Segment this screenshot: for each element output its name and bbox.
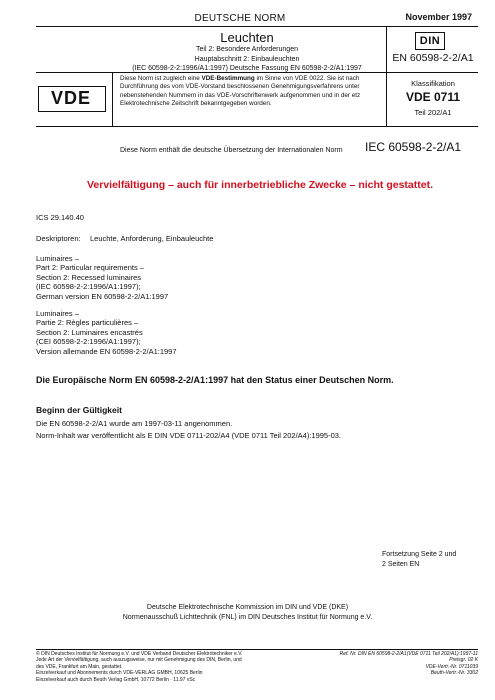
vde-divider — [112, 72, 113, 126]
international-standard-number: IEC 60598-2-2/A1 — [365, 140, 462, 154]
subtitle-line-1: Teil 2: Besondere Anforderungen — [196, 46, 298, 53]
standard-subtitle — [112, 45, 382, 74]
vde-note-pre: Diese Norm ist zugleich eine — [120, 75, 202, 82]
title-rule — [36, 72, 478, 73]
english-line: (IEC 60598-2-2:1996/A1:1997); — [36, 282, 141, 292]
validity-previous-publication: Norm-Inhalt war veröffentlicht als E DIN VDE 0711-202/A4 (VDE 0711 Teil 202/A4):1995-03. — [36, 431, 342, 440]
descriptors-label: Deskriptoren: — [36, 234, 81, 243]
vde-logo: VDE — [50, 88, 91, 108]
french-line: (CEI 60598-2-2:1996/A1:1997); — [36, 337, 141, 347]
english-title-block — [36, 254, 168, 301]
footer-rule — [36, 649, 478, 650]
status-statement: Die Europäische Norm EN 60598-2-2/A1:1997 hat den Status einer Deutschen Norm. — [36, 375, 394, 385]
publication-date: November 1997 — [405, 12, 472, 22]
french-line: Luminaires – — [36, 309, 79, 318]
french-title-block — [36, 309, 177, 356]
subtitle-line-2: Hauptabschnitt 2: Einbauleuchten — [194, 55, 300, 63]
document-type: DEUTSCHE NORM — [194, 13, 286, 24]
footer-left-line: des VDE, Frankfurt am Main, gestattet. — [36, 663, 123, 670]
din-standard-number: EN 60598-2-2/A1 — [392, 52, 474, 64]
french-line: Partie 2: Règles particulières – — [36, 318, 139, 328]
committee-line-1: Deutsche Elektrotechnische Kommission im DIN und VDE (DKE) — [146, 604, 349, 611]
validity-heading: Beginn der Gültigkeit — [36, 405, 122, 415]
footer-right-line: Ref. Nr. DIN EN 60598-2-2/A1(VDE 0711 Teil 202/A1):1997-11 — [339, 651, 478, 657]
french-line: Section 2: Luminaires encastrés — [36, 327, 143, 337]
din-logo: DIN — [415, 32, 445, 50]
validity-adoption: Die EN 60598-2-2/A1 wurde am 1997-03-11 angenommen. — [36, 419, 233, 428]
footer-right-line: Preisgr. 02 K — [449, 657, 478, 664]
vde-note-bold: VDE-Bestimmung — [201, 75, 255, 82]
descriptors-value: Leuchte, Anforderung, Einbauleuchte — [90, 234, 214, 243]
committee-line-2: Normenausschuß Lichttechnik (FNL) im DIN Deutsches Institut für Normung e.V. — [122, 613, 373, 621]
continuation-line-2: 2 Seiten EN — [382, 560, 420, 568]
vde-classification-number: VDE 0711 — [405, 90, 461, 104]
ics-code: ICS 29.140.40 — [36, 213, 84, 222]
standard-title: Leuchten — [220, 30, 274, 45]
committee-block — [80, 603, 415, 622]
english-line: Part 2: Particular requirements – — [36, 263, 144, 273]
english-line: German version EN 60598-2-2/A1:1997 — [36, 291, 169, 301]
header-rule — [36, 26, 478, 27]
footer-right-line: Beuth-Vertr.-Nr. 3302 — [430, 670, 478, 677]
footer-left-line: Einzelverkauf auch durch Beuth Verlag GmbH, 10772 Berlin · 11.97 vSc — [36, 676, 196, 683]
vde-note-post: im Sinne von VDE 0022. Sie ist nach Durchführung des vom VDE-Vorstand beschlossenen Genehmigungsverfahrens unter nebenstehenden Nummern in das VDE-Vorschriftenwerk aufgenommen und in der etz Elektrotechnische Zeitschrift bekanntgegeben worden. — [120, 75, 361, 108]
continuation-line-1: Fortsetzung Seite 2 und — [382, 551, 457, 558]
vde-part: Teil 202/A1 — [414, 108, 452, 117]
copy-prohibition-warning: Vervielfältigung – auch für innerbetriebliche Zwecke – nicht gestattet. — [86, 179, 433, 191]
footer-left-line: Einzelverkauf und Abonnements durch VDE-VERLAG GMBH, 10625 Berlin — [36, 670, 203, 677]
footer-right-line: VDE-Vertr.-Nr. 0711039 — [425, 663, 478, 670]
classification-label: Klassifikation — [411, 79, 455, 88]
vde-determination-note — [120, 75, 380, 109]
international-standard-note: Diese Norm enthält die deutsche Übersetzung der Internationalen Norm — [120, 147, 343, 154]
english-line: Luminaires – — [36, 254, 79, 263]
french-line: Version allemande EN 60598-2-2/A1:1997 — [36, 346, 177, 356]
reference-footer — [320, 651, 478, 677]
vde-rule — [36, 126, 478, 127]
continuation-note — [382, 550, 456, 569]
footer-left-line: Jede Art der Vervielfältigung, auch auszugsweise, nur mit Genehmigung des DIN, Berlin, und — [36, 657, 242, 664]
subtitle-line-3: (IEC 60598-2-2:1996/A1:1997) Deutsche Fassung EN 60598-2-2/A1:1997 — [132, 65, 362, 72]
footer-left-line: © DIN Deutsches Institut für Normung e.V. und VDE Verband Deutscher Elektrotechniker e.V. — [36, 651, 243, 657]
english-line: Section 2: Recessed luminaires — [36, 272, 142, 282]
copyright-footer — [36, 651, 326, 683]
